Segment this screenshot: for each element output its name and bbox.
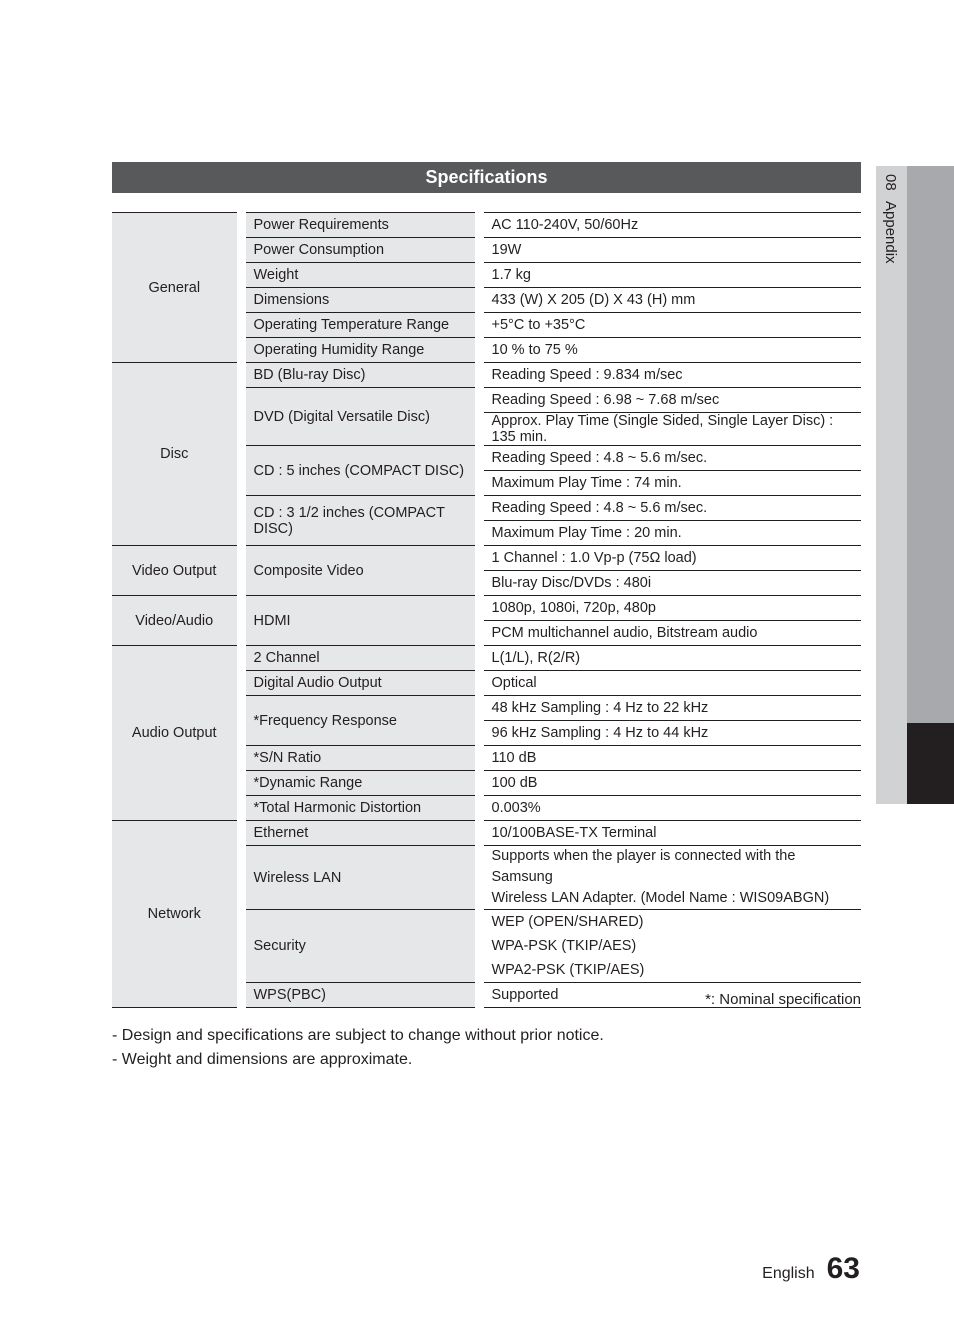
spec-value: Maximum Play Time : 74 min. (479, 471, 861, 496)
table-row (112, 213, 861, 238)
page-title: Specifications (425, 167, 548, 187)
spec-value-line: Supports when the player is connected with the Samsung (491, 848, 796, 885)
spec-value: 1.7 kg (479, 263, 861, 288)
spec-value: AC 110-240V, 50/60Hz (479, 213, 861, 238)
spec-item: *Dynamic Range (241, 771, 479, 796)
side-tab-shade (907, 166, 954, 723)
spec-value: Reading Speed : 9.834 m/sec (479, 363, 861, 388)
table-row (112, 546, 861, 571)
footer-language: English (762, 1265, 815, 1282)
spec-value: +5°C to +35°C (479, 313, 861, 338)
spec-item: *S/N Ratio (241, 746, 479, 771)
spec-item: Wireless LAN (241, 846, 479, 910)
spec-value: 96 kHz Sampling : 4 Hz to 44 kHz (479, 721, 861, 746)
spec-value (479, 910, 861, 983)
table-row (112, 646, 861, 671)
spec-item: Dimensions (241, 288, 479, 313)
spec-value: 10/100BASE-TX Terminal (479, 821, 861, 846)
spec-item: Ethernet (241, 821, 479, 846)
section-title-bar (112, 162, 861, 193)
spec-category: Network (112, 821, 241, 1008)
spec-item: BD (Blu-ray Disc) (241, 363, 479, 388)
spec-item: WPS(PBC) (241, 983, 479, 1008)
spec-item: *Total Harmonic Distortion (241, 796, 479, 821)
spec-item: Weight (241, 263, 479, 288)
spec-item: Power Requirements (241, 213, 479, 238)
spec-value-line: WPA2-PSK (TKIP/AES) (491, 962, 645, 978)
spec-value: Supported (479, 983, 861, 1008)
table-row (112, 363, 861, 388)
side-tab-marker (907, 723, 954, 804)
spec-value: Approx. Play Time (Single Sided, Single Layer Disc) : 135 min. (479, 413, 861, 446)
page-number: 63 (826, 1252, 860, 1285)
spec-item: Security (241, 910, 479, 983)
spec-value-line: WEP (OPEN/SHARED) (491, 914, 644, 930)
spec-category: Audio Output (112, 646, 241, 821)
spec-category: Video/Audio (112, 596, 241, 646)
spec-value: Reading Speed : 6.98 ~ 7.68 m/sec (479, 388, 861, 413)
spec-value-line: Wireless LAN Adapter. (Model Name : WIS09ABGN) (491, 890, 830, 906)
spec-value: Optical (479, 671, 861, 696)
spec-value: 10 % to 75 % (479, 338, 861, 363)
spec-value: Reading Speed : 4.8 ~ 5.6 m/sec. (479, 446, 861, 471)
spec-value: Maximum Play Time : 20 min. (479, 521, 861, 546)
spec-item: DVD (Digital Versatile Disc) (241, 388, 479, 446)
spec-item: CD : 3 1/2 inches (COMPACT DISC) (241, 496, 479, 546)
spec-value: L(1/L), R(2/R) (479, 646, 861, 671)
spec-value: 1080p, 1080i, 720p, 480p (479, 596, 861, 621)
spec-item: Power Consumption (241, 238, 479, 263)
chapter-label (882, 174, 899, 263)
spec-item: Operating Temperature Range (241, 313, 479, 338)
spec-item: Composite Video (241, 546, 479, 596)
spec-item: Operating Humidity Range (241, 338, 479, 363)
spec-value: 110 dB (479, 746, 861, 771)
spec-item: Digital Audio Output (241, 671, 479, 696)
spec-value: 48 kHz Sampling : 4 Hz to 22 kHz (479, 696, 861, 721)
spec-category: Disc (112, 363, 241, 546)
table-row (112, 596, 861, 621)
chapter-number: 08 (882, 174, 899, 191)
spec-item: *Frequency Response (241, 696, 479, 746)
page-footer (762, 1252, 860, 1286)
spec-value: 0.003% (479, 796, 861, 821)
spec-category: General (112, 213, 241, 363)
specifications-table (112, 212, 861, 1008)
notes-list (112, 1024, 604, 1072)
note-item: - Design and specifications are subject to change without prior notice. (112, 1027, 604, 1044)
nominal-footnote: *: Nominal specification (705, 991, 861, 1008)
spec-item: HDMI (241, 596, 479, 646)
spec-value: 100 dB (479, 771, 861, 796)
spec-value (479, 846, 861, 910)
chapter-title: Appendix (882, 200, 899, 264)
spec-value: PCM multichannel audio, Bitstream audio (479, 621, 861, 646)
spec-category: Video Output (112, 546, 241, 596)
spec-item: 2 Channel (241, 646, 479, 671)
spec-value: 433 (W) X 205 (D) X 43 (H) mm (479, 288, 861, 313)
spec-value-line: WPA-PSK (TKIP/AES) (491, 938, 637, 954)
note-item: - Weight and dimensions are approximate. (112, 1051, 413, 1068)
table-row (112, 821, 861, 846)
spec-item: CD : 5 inches (COMPACT DISC) (241, 446, 479, 496)
spec-value: 1 Channel : 1.0 Vp-p (75Ω load) (479, 546, 861, 571)
spec-value: 19W (479, 238, 861, 263)
spec-value: Blu-ray Disc/DVDs : 480i (479, 571, 861, 596)
spec-value: Reading Speed : 4.8 ~ 5.6 m/sec. (479, 496, 861, 521)
